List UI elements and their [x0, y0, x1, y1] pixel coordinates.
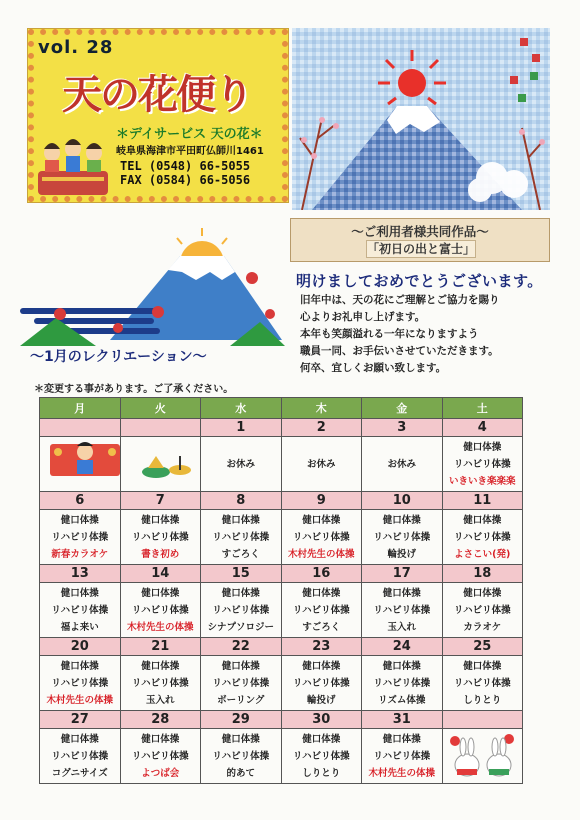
new-year-fuji-illustration [20, 218, 285, 346]
newsletter-header [27, 28, 289, 203]
weekday-header: 火 [120, 398, 201, 419]
activity-item: リハビリ体操 [51, 677, 109, 689]
activity-item: リハビリ体操 [131, 750, 189, 762]
activity-item: 玉入れ [387, 621, 416, 633]
activity-item: リハビリ体操 [212, 531, 270, 543]
activity-item: 健口体操 [141, 733, 180, 745]
activity-item: 玉入れ [145, 694, 175, 706]
activity-item: コグニサイズ [51, 767, 108, 779]
activity-item: 健口体操 [60, 587, 99, 599]
activity-cell [442, 656, 523, 711]
activity-item: 健口体操 [463, 514, 502, 526]
activity-item: お休み [226, 458, 255, 470]
special-activity: 木村先生の体操 [46, 694, 113, 706]
activity-cell [442, 510, 523, 565]
children-illustration [36, 127, 110, 197]
activity-item: リハビリ体操 [131, 531, 189, 543]
activity-cell [281, 510, 362, 565]
activity-item: リハビリ体操 [453, 604, 511, 616]
date-number: 28 [120, 711, 201, 729]
greeting-line: 何卒、宜しくお願い致します。 [300, 362, 447, 374]
activity-item: 健口体操 [302, 587, 341, 599]
special-activity: 新春カラオケ [51, 548, 109, 560]
activity-item: リハビリ体操 [212, 604, 270, 616]
activity-cell [362, 656, 443, 711]
activity-cell [281, 583, 362, 638]
contact-numbers [120, 159, 250, 187]
activity-row [40, 510, 523, 565]
date-number: 23 [281, 638, 362, 656]
activity-item: 的あて [226, 767, 255, 779]
date-row [40, 638, 523, 656]
activity-item: お休み [306, 458, 336, 470]
date-number: 15 [201, 565, 282, 583]
date-number: 17 [362, 565, 443, 583]
date-number: 14 [120, 565, 201, 583]
activity-item: リハビリ体操 [453, 677, 511, 689]
date-number: 3 [362, 419, 443, 437]
date-number: 21 [120, 638, 201, 656]
activity-cell [201, 656, 282, 711]
activity-item: 健口体操 [141, 587, 180, 599]
activity-item: 健口体操 [302, 514, 341, 526]
caption-title: ～ご利用者様共同作品～ [351, 224, 489, 239]
date-row [40, 565, 523, 583]
activity-cell [201, 729, 282, 784]
weekday-header: 金 [362, 398, 443, 419]
activity-cell [120, 729, 201, 784]
special-activity: 木村先生の体操 [368, 767, 435, 779]
activity-item: リハビリ体操 [51, 604, 109, 616]
activity-item: 輪投げ [306, 694, 336, 706]
activity-item: 健口体操 [302, 660, 341, 672]
date-number: 4 [442, 419, 523, 437]
artwork-title: 「初日の出と富士」 [367, 242, 476, 256]
activity-cell [120, 583, 201, 638]
activity-item: 福よ来い [60, 621, 99, 633]
kite-and-top-illustration [44, 438, 194, 484]
activity-item: リハビリ体操 [292, 604, 350, 616]
date-number: 9 [281, 492, 362, 510]
activity-item: リハビリ体操 [292, 531, 350, 543]
activity-item: 健口体操 [463, 587, 502, 599]
activity-row [40, 583, 523, 638]
activity-item: リハビリ体操 [212, 750, 270, 762]
weekday-header: 水 [201, 398, 282, 419]
activity-cell [442, 437, 523, 492]
activity-item: 健口体操 [141, 514, 180, 526]
greeting-heading: 明けましておめでとうございます。 [296, 272, 543, 290]
activity-item: リハビリ体操 [131, 604, 189, 616]
activity-item: リハビリ体操 [453, 458, 511, 470]
activity-row [40, 656, 523, 711]
activity-item: 健口体操 [463, 441, 502, 453]
activity-item: 健口体操 [221, 587, 260, 599]
activity-item: すごろく [221, 548, 260, 560]
activity-cell [120, 510, 201, 565]
activity-cell [362, 583, 443, 638]
activity-item: リハビリ体操 [292, 750, 350, 762]
special-activity: 木村先生の体操 [126, 621, 194, 633]
weekday-header: 土 [442, 398, 523, 419]
date-number: 30 [281, 711, 362, 729]
activity-cell [281, 656, 362, 711]
activity-item: リハビリ体操 [373, 677, 431, 689]
activity-cell [281, 437, 362, 492]
change-notice: ＊変更する事があります。ご了承ください。 [34, 384, 234, 395]
activity-item: すごろく [302, 621, 341, 633]
facility-address: 岐阜県海津市平田町仏師川1461 [116, 146, 264, 157]
activity-item: リハビリ体操 [373, 604, 431, 616]
activity-item: 健口体操 [221, 733, 260, 745]
mosaic-artwork-photo [292, 28, 550, 210]
activity-cell [442, 583, 523, 638]
date-number: 24 [362, 638, 443, 656]
activity-cell [201, 583, 282, 638]
activity-item: リハビリ体操 [51, 750, 109, 762]
date-number: 16 [281, 565, 362, 583]
activity-cell [281, 729, 362, 784]
activity-item: 健口体操 [221, 514, 260, 526]
activity-item: 健口体操 [382, 733, 421, 745]
date-number: 18 [442, 565, 523, 583]
activity-item: リハビリ体操 [212, 677, 270, 689]
activity-cell [120, 656, 201, 711]
weekday-header: 月 [40, 398, 121, 419]
activity-cell [362, 510, 443, 565]
activity-item: 健口体操 [141, 660, 180, 672]
activity-item: シナプソロジー [207, 621, 274, 633]
activity-cell [362, 729, 443, 784]
weekday-header: 木 [281, 398, 362, 419]
activity-item: カラオケ [463, 621, 502, 633]
special-activity: いきいき楽楽楽 [448, 475, 516, 487]
date-row [40, 419, 523, 437]
activity-cell [201, 510, 282, 565]
date-row [40, 711, 523, 729]
activity-item: 健口体操 [60, 514, 99, 526]
special-activity: 木村先生の体操 [287, 548, 355, 560]
activity-item: しりとり [463, 694, 502, 706]
recreation-heading: ～1月のレクリエーション～ [30, 349, 207, 365]
tel-number: TEL (0548) 66-5055 [120, 159, 251, 173]
date-number: 13 [40, 565, 121, 583]
greeting-line: 旧年中は、天の花にご理解とご協力を賜り [300, 294, 500, 306]
date-number: 2 [281, 419, 362, 437]
activity-item: 健口体操 [302, 733, 341, 745]
activity-item: リハビリ体操 [373, 750, 431, 762]
special-activity: よさこい(発) [454, 548, 511, 560]
artwork-caption [290, 218, 550, 262]
activity-item: 健口体操 [463, 660, 502, 672]
activity-item: お休み [387, 458, 416, 470]
activity-item: ボーリング [217, 694, 265, 706]
date-row [40, 492, 523, 510]
activity-item: 健口体操 [60, 733, 99, 745]
fax-number: FAX (0584) 66-5056 [120, 173, 251, 187]
date-number: 1 [201, 419, 282, 437]
activity-item: リハビリ体操 [453, 531, 511, 543]
facility-name: ＊デイサービス 天の花＊ [116, 127, 263, 142]
activity-cell [201, 437, 282, 492]
activity-item: リハビリ体操 [131, 677, 189, 689]
date-number: 11 [442, 492, 523, 510]
date-number [442, 711, 523, 729]
activity-cell [40, 656, 121, 711]
activity-cell [40, 583, 121, 638]
newsletter-title: 天の花便り [62, 71, 252, 118]
greeting-line: 心よりお礼申し上げます。 [300, 311, 426, 323]
date-number: 25 [442, 638, 523, 656]
activity-item: 輪投げ [387, 548, 416, 560]
activity-item: リハビリ体操 [292, 677, 350, 689]
activity-cell [40, 729, 121, 784]
activity-item: 健口体操 [221, 660, 260, 672]
activity-item: 健口体操 [60, 660, 99, 672]
activity-item: リハビリ体操 [51, 531, 109, 543]
date-number [120, 419, 201, 437]
date-number: 8 [201, 492, 282, 510]
date-number: 7 [120, 492, 201, 510]
special-activity: 書き初め [141, 548, 180, 560]
date-number: 6 [40, 492, 121, 510]
greeting-line: 本年も笑顔溢れる一年になりますよう [300, 328, 479, 340]
activity-item: リハビリ体操 [373, 531, 431, 543]
date-number: 20 [40, 638, 121, 656]
volume-number: vol. 28 [38, 37, 114, 58]
activity-item: しりとり [302, 767, 341, 779]
activity-item: 健口体操 [382, 587, 421, 599]
weekday-header-row [40, 398, 523, 419]
date-number: 10 [362, 492, 443, 510]
date-number [40, 419, 121, 437]
activity-cell [40, 510, 121, 565]
activity-cell [362, 437, 443, 492]
date-number: 31 [362, 711, 443, 729]
greeting-line: 職員一同、お手伝いさせていただきます。 [300, 345, 499, 357]
date-number: 29 [201, 711, 282, 729]
activity-item: 健口体操 [382, 660, 421, 672]
special-activity: よつば会 [141, 767, 180, 779]
rabbit-illustration [443, 733, 523, 779]
activity-item: 健口体操 [382, 514, 421, 526]
date-number: 27 [40, 711, 121, 729]
activity-item: リズム体操 [378, 694, 426, 706]
date-number: 22 [201, 638, 282, 656]
